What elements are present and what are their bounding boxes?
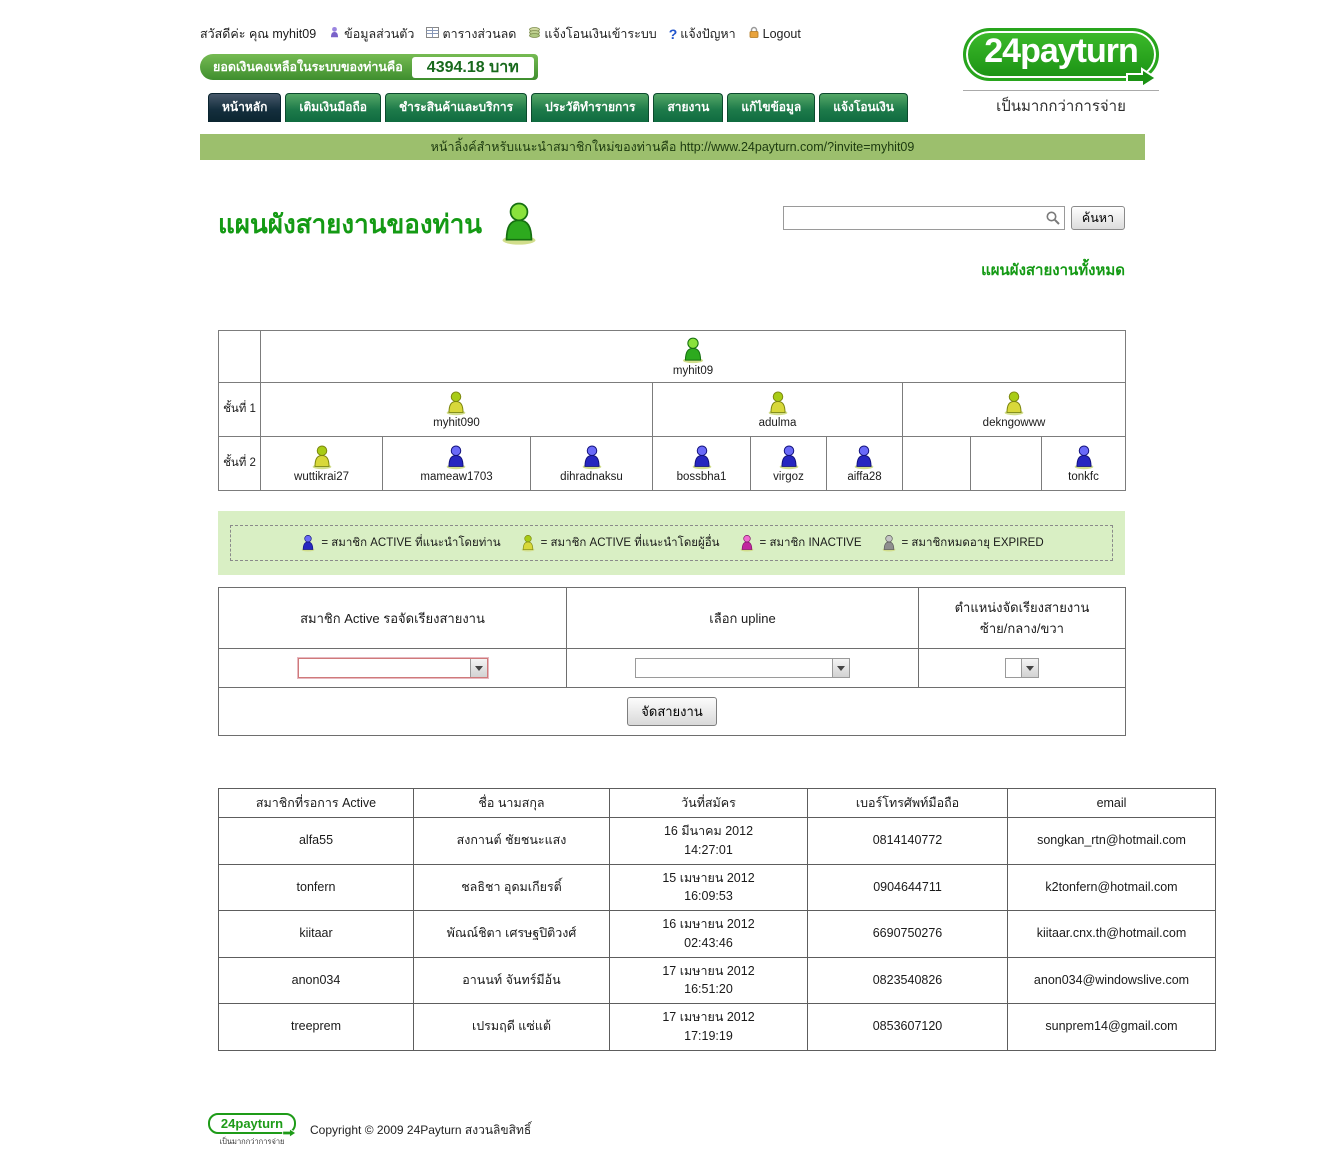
tab-network[interactable]: สายงาน [653,93,723,122]
member-node[interactable] [560,444,623,484]
footer-logo-badge [208,1113,296,1134]
member-icon [880,534,898,552]
arrange-col2-header: เลือก upline [567,588,919,649]
upline-select[interactable] [635,658,850,678]
legend-text: = สมาชิก ACTIVE ที่แนะนำโดยผู้อื่น [540,537,720,549]
member-name: dekngowww [982,416,1046,429]
member-icon [773,444,804,470]
tab-edit-info[interactable]: แก้ไขข้อมูล [727,93,815,122]
menu-item-label: ข้อมูลส่วนตัว [344,27,415,41]
footer-logo [208,1113,296,1148]
cell-fullname: อานนท์ จันทร์มีอ้น [414,957,610,1004]
member-icon [299,534,317,552]
cell-username: anon034 [219,957,414,1004]
search-icon[interactable] [1045,210,1061,226]
member-node[interactable] [677,444,727,484]
cell-phone: 0853607120 [808,1004,1008,1051]
tab-home[interactable]: หน้าหลัก [208,93,281,122]
member-node[interactable] [433,390,480,430]
arrange-col3-header [919,588,1126,649]
member-name: myhit090 [433,416,480,429]
full-network-link[interactable]: แผนผังสายงานทั้งหมด [981,262,1125,279]
legend-inner [230,525,1113,561]
tab-pay-services[interactable]: ชำระสินค้าและบริการ [385,93,527,122]
member-node[interactable] [673,336,713,378]
cell-date: 16 มีนาคม 2012 14:27:01 [610,818,808,865]
member-icon [433,390,480,416]
member-node[interactable] [294,444,349,484]
search-input[interactable] [784,207,1064,229]
member-select[interactable] [298,658,488,678]
greeting: สวัสดีค่ะ คุณ myhit09 [200,27,317,41]
table-row [219,957,1216,1004]
col-header-fullname: ชื่อ นามสกุล [414,789,610,818]
member-name: mameaw1703 [420,470,493,483]
member-icon [738,534,756,552]
member-icon [294,444,349,470]
search-button[interactable]: ค้นหา [1071,206,1125,230]
menu-item-transfer-report[interactable] [528,24,656,44]
cell-email: anon034@windowslive.com [1008,957,1216,1004]
cell-email: k2tonfern@hotmail.com [1008,864,1216,911]
balance-label: ยอดเงินคงเหลือในระบบของท่านคือ [213,60,403,74]
member-icon [519,534,537,552]
member-node[interactable] [847,444,881,484]
member-icon [673,336,713,364]
menu-item-report-problem[interactable] [669,24,736,44]
table-row [219,864,1216,911]
menu-item-label: แจ้งปัญหา [680,27,736,41]
col-header-email: email [1008,789,1216,818]
logo-text: 24payturn [984,32,1138,70]
empty-slot [903,437,971,491]
member-node[interactable] [1068,444,1099,484]
legend-item-active-own [299,534,500,552]
legend-item-active-other [519,534,720,552]
balance-bar [200,54,538,80]
legend [218,511,1125,575]
person-icon [328,26,341,42]
cell-email: songkan_rtn@hotmail.com [1008,818,1216,865]
logo [963,28,1159,118]
footer-logo-tagline: เป็นมากกว่าการจ่าย [219,1136,285,1146]
menu-item-label: Logout [762,27,801,41]
cell-date: 17 เมษายน 2012 17:19:19 [610,1004,808,1051]
table-row [219,911,1216,958]
menu-item-discount-table[interactable] [426,24,516,44]
cell-fullname: สงกานต์ ชัยชนะแสง [414,818,610,865]
money-transfer-icon [528,26,541,42]
footer [208,1113,1343,1148]
level-label: ชั้นที่ 2 [219,437,261,491]
invite-link-banner: หน้าลิ้งค์สำหรับแนะนำสมาชิกใหม่ของท่านคือ http://www.24payturn.com/?invite=myhit09 [200,134,1145,160]
member-icon [496,200,542,249]
cell-username: treeprem [219,1004,414,1051]
logo-tagline: เป็นมากกว่าการจ่าย [963,90,1159,118]
chevron-down-icon [470,659,487,677]
legend-text: = สมาชิก ACTIVE ที่แนะนำโดยท่าน [321,537,501,549]
member-icon [1068,444,1099,470]
col-header-username: สมาชิกที่รอการ Active [219,789,414,818]
member-node[interactable] [759,390,797,430]
col-header-date: วันที่สมัคร [610,789,808,818]
logout-icon [748,26,760,42]
member-name: virgoz [773,470,804,483]
col-header-phone: เบอร์โทรศัพท์มือถือ [808,789,1008,818]
cell-fullname: เปรมฤดี แซ่แต้ [414,1004,610,1051]
member-name: dihradnaksu [560,470,623,483]
nav-tabs [208,93,1343,122]
member-name: wuttikrai27 [294,470,349,483]
member-name: tonkfc [1068,470,1099,483]
search-box [783,206,1065,230]
arrow-icon [1126,67,1158,89]
cell-email: kiitaar.cnx.th@hotmail.com [1008,911,1216,958]
table-header-row [219,789,1216,818]
footer-logo-text: 24payturn [220,1115,284,1131]
empty-slot [971,437,1042,491]
pending-members-table [218,788,1216,1051]
cell-phone: 6690750276 [808,911,1008,958]
question-icon: ? [668,26,678,42]
position-select[interactable] [1005,658,1039,678]
tab-mobile-topup[interactable]: เติมเงินมือถือ [285,93,381,122]
member-name: adulma [758,416,797,429]
cell-fullname: พัณณ์ชิตา เศรษฐปิติวงศ์ [414,911,610,958]
member-icon [560,444,623,470]
legend-text: = สมาชิกหมดอายุ EXPIRED [901,537,1044,549]
chevron-down-icon [1021,659,1038,677]
cell-username: alfa55 [219,818,414,865]
member-node[interactable] [983,390,1046,430]
copyright: Copyright © 2009 24Payturn สงวนลิขสิทธิ์ [310,1122,532,1137]
tab-history[interactable]: ประวัติทำรายการ [531,93,649,122]
cell-phone: 0814140772 [808,818,1008,865]
cell-phone: 0904644711 [808,864,1008,911]
cell-date: 16 เมษายน 2012 02:43:46 [610,911,808,958]
tab-transfer-notice[interactable]: แจ้งโอนเงิน [819,93,908,122]
title-row [218,200,1125,282]
cell-fullname: ชลธิชา อุดมเกียรติ์ [414,864,610,911]
cell-username: kiitaar [219,911,414,958]
legend-item-inactive [738,534,862,552]
menu-item-label: แจ้งโอนเงินเข้าระบบ [544,27,657,41]
member-icon [420,444,492,470]
member-node[interactable] [420,444,492,484]
menu-item-profile[interactable] [328,24,414,44]
cell-date: 15 เมษายน 2012 16:09:53 [610,864,808,911]
discount-table-icon [426,26,439,42]
table-row [219,818,1216,865]
level-label: ชั้นที่ 1 [219,383,261,437]
balance-value: 4394.18 บาท [412,57,534,78]
cell-username: tonfern [219,864,414,911]
arrow-icon [282,1128,297,1138]
cell-phone: 0823540826 [808,957,1008,1004]
member-name: myhit09 [672,364,714,377]
member-icon [677,444,727,470]
menu-item-logout[interactable] [748,26,801,42]
member-icon [759,390,797,416]
member-icon [983,390,1046,416]
member-name: bossbha1 [676,470,727,483]
member-node[interactable] [773,444,804,484]
page-title: แผนผังสายงานของท่าน [218,209,483,239]
legend-text: = สมาชิก INACTIVE [759,537,862,549]
legend-item-expired [880,534,1044,552]
main-content [218,200,1215,1051]
member-name: aiffa28 [847,470,882,483]
network-tree-table [218,330,1126,491]
cell-date: 17 เมษายน 2012 16:51:20 [610,957,808,1004]
level-label [219,331,261,383]
arrange-col3-line1: ตำแหน่งจัดเรียงสายงาน [954,600,1090,615]
cell-email: sunprem14@gmail.com [1008,1004,1216,1051]
table-row [219,1004,1216,1051]
arrange-submit-button[interactable]: จัดสายงาน [627,697,716,726]
member-icon [847,444,881,470]
arrange-col3-line2: ซ้าย/กลาง/ขวา [980,621,1064,636]
menu-item-label: ตารางส่วนลด [442,27,517,41]
chevron-down-icon [832,659,849,677]
arrange-col1-header: สมาชิก Active รอจัดเรียงสายงาน [219,588,567,649]
arrange-form-table [218,587,1126,736]
logo-badge [963,28,1159,81]
